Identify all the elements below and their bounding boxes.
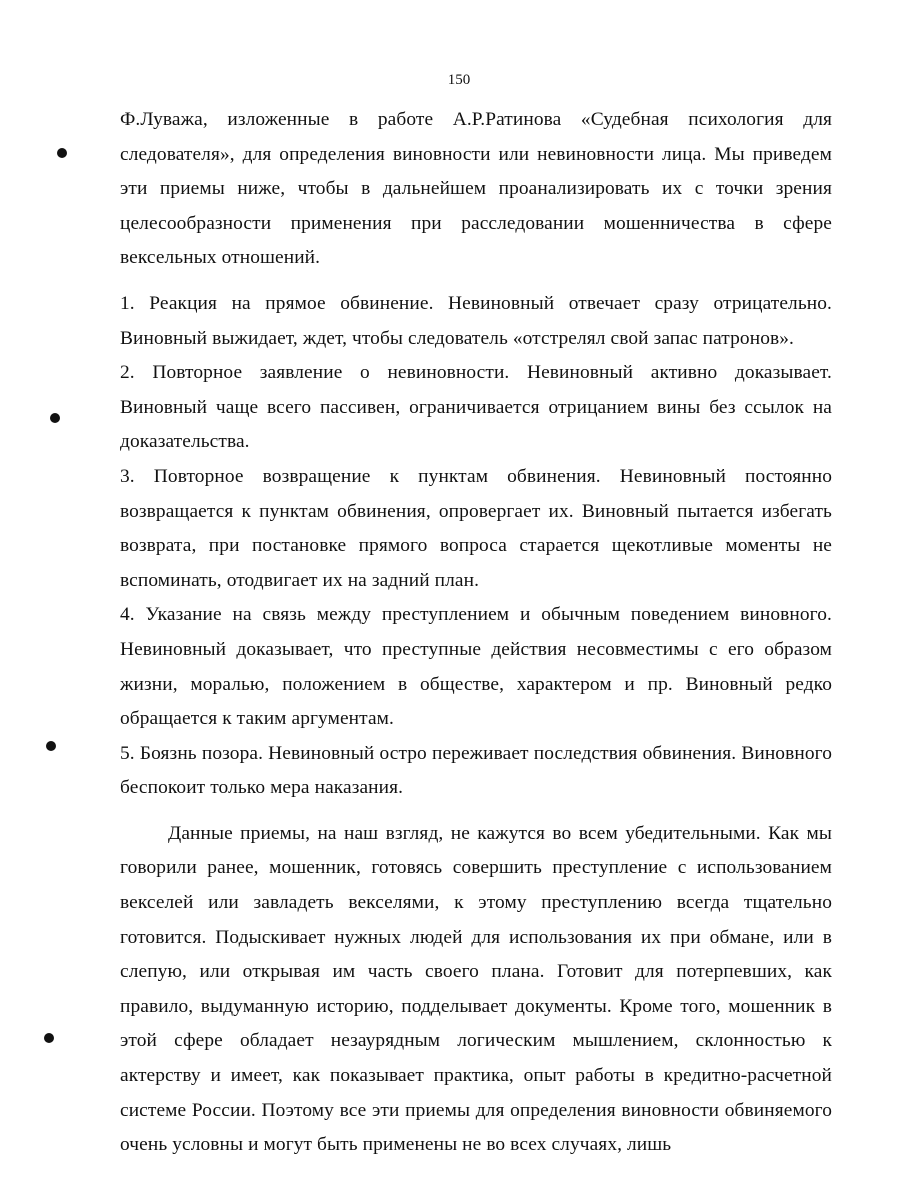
paragraph-discussion: Данные приемы, на наш взгляд, не кажутся во всем убедительными. Как мы говорили ранее, мошенник, готовясь совершить преступление с использованием векселей или завладеть векселями, к этому преступлению всегда тщательно готовится. Подыскивает нужных людей для использования их при обмане, или в слепую, или открывая им часть своего плана. Готовит для потерпевших, как правило, выдуманную историю, подделывает документы. Кроме того, мошенник в этой сфере обладает незаурядным логическим мышлением, склонностью к актерству и имеет, как показывает практика, опыт работы в кредитно-расчетной системе России. Поэтому все эти приемы для определения виновности обвиняемого очень условны и могут быть применены не во всех случаях, лишь <box>120 822 832 1156</box>
binding-hole-mark <box>44 1033 54 1043</box>
paragraph-item-2: 2. Повторное заявление о невиновности. Невиновный активно доказывает. Виновный чаще всего пассивен, ограничивается отрицанием вины без ссылок на доказательства. <box>120 362 832 453</box>
paragraph-item-5: 5. Боязнь позора. Невиновный остро переживает последствия обвинения. Виновного беспокоит только мера наказания. <box>120 742 832 799</box>
binding-hole-mark <box>46 741 56 751</box>
paragraph-item-4: 4. Указание на связь между преступлением и обычным поведением виновного. Невиновный доказывает, что преступные действия несовместимы с его образом жизни, моралью, положением в обществе, характером и пр. Виновный редко обращается к таким аргументам. <box>120 604 832 730</box>
paragraph-item-1: 1. Реакция на прямое обвинение. Невиновный отвечает сразу отрицательно. Виновный выжидает, ждет, чтобы следователь «отстрелял свой запас патронов». <box>120 292 832 349</box>
body-text <box>120 103 832 1163</box>
binding-hole-mark <box>57 148 67 158</box>
page-number: 150 <box>447 72 471 88</box>
binding-hole-mark <box>50 413 60 423</box>
paragraph-item-3: 3. Повторное возвращение к пунктам обвинения. Невиновный постоянно возвращается к пунктам обвинения, опровергает их. Виновный пытается избегать возврата, при постановке прямого вопроса старается щекотливые моменты не вспоминать, отодвигает их на задний план. <box>120 465 832 591</box>
paragraph-intro: Ф.Луважа, изложенные в работе А.Р.Ратинова «Судебная психология для следователя», для определения виновности или невиновности лица. Мы приведем эти приемы ниже, чтобы в дальнейшем проанализировать их с точки зрения целесообразности применения при расследовании мошенничества в сфере вексельных отношений. <box>120 109 832 269</box>
